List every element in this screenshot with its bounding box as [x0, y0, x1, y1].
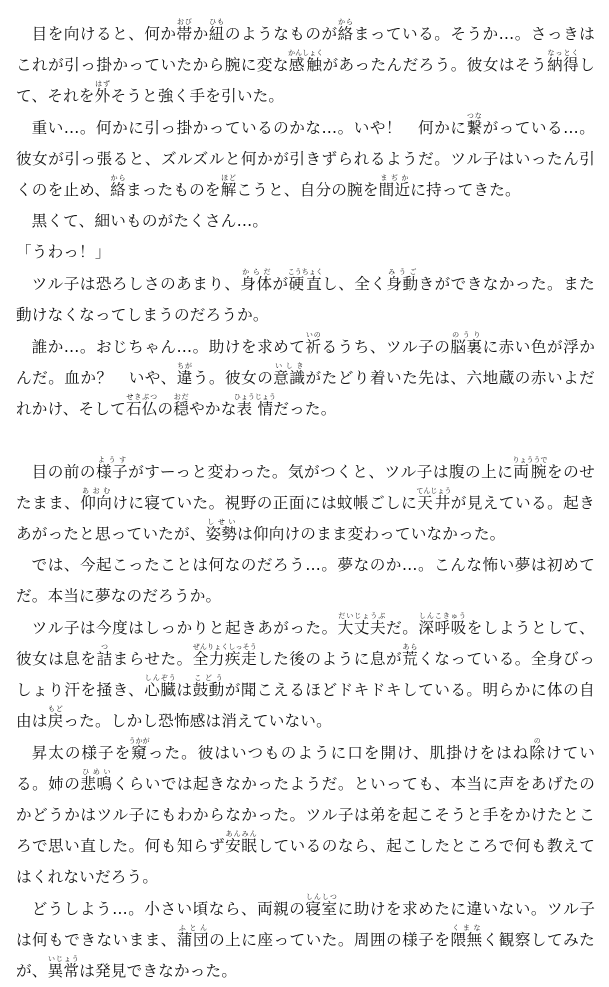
text-run: をのせたまま、 [16, 463, 595, 512]
text-run: くらいでは起きなかったようだ。といっても、本当に声をあげたのかどうかはツル子にもわからなかった。ツル子は弟を起こそうと手をかけたところで思い直した。何も知らず [16, 775, 595, 855]
text-run: けている。姉の [16, 744, 595, 793]
furigana: うかが [128, 737, 150, 745]
furigana: かんしょく [288, 49, 324, 57]
paragraph [16, 18, 595, 112]
furigana-word [450, 331, 483, 356]
furigana-word [529, 737, 546, 762]
ruby-base: 心臓 [144, 681, 177, 699]
furigana: いの [305, 331, 322, 339]
furigana: おび [176, 18, 193, 26]
furigana: まぢか [378, 174, 411, 182]
text-run: けに寝ていた。視野の正面には蚊帳ごしに [112, 494, 418, 512]
furigana: ほど [220, 174, 237, 182]
ruby-base: 納得 [547, 56, 580, 74]
furigana: ふとん [176, 924, 209, 932]
ruby-base: 間近 [378, 181, 411, 199]
furigana-word [466, 112, 483, 137]
furigana-word [176, 18, 193, 43]
text-run: だ。 [386, 619, 419, 637]
text-run: やかな [189, 400, 237, 418]
text-run: るうち、ツル子の [321, 338, 451, 356]
ruby-base: 荒 [402, 650, 419, 668]
text-run: した後のように息が [257, 650, 403, 668]
furigana-word [110, 174, 126, 199]
ruby-base: 表情 [233, 400, 276, 418]
furigana: こどう [192, 674, 225, 682]
text-run: ツル子は今度はしっかりと起きあがった。 [31, 619, 338, 637]
text-run: まったものを [125, 181, 221, 199]
text-run: の [157, 400, 174, 418]
furigana-word [287, 268, 323, 293]
text-run: しているのなら、起こしたところで何も教えてはくれないだろう。 [16, 837, 595, 886]
ruby-base: 戻 [47, 712, 64, 730]
text-run: が [272, 275, 289, 293]
furigana-word [288, 49, 324, 74]
furigana-word [386, 268, 419, 293]
ruby-base: 安眠 [225, 837, 258, 855]
furigana-word [176, 924, 210, 949]
furigana-word [225, 830, 258, 855]
furigana-word [220, 174, 237, 199]
furigana-word [450, 924, 483, 949]
paragraph [16, 268, 595, 331]
text-run: があったんだろう。彼女はそう [322, 56, 548, 74]
furigana-word [378, 174, 411, 199]
furigana-word [205, 518, 238, 543]
furigana-word [144, 674, 177, 699]
text-run: ツル子は恐ろしさのあまり、 [31, 275, 241, 293]
furigana-word [233, 393, 276, 418]
text-run: きができなかった。また動けなくなってしまうのだろうか。 [16, 275, 595, 324]
furigana-word [305, 893, 338, 918]
furigana: あんみん [225, 830, 258, 838]
furigana: つ [96, 643, 113, 651]
furigana: くまな [450, 924, 483, 932]
text-run: が聞こえるほどドキドキしている。明らかに体の自由は [16, 681, 595, 730]
furigana: ひょうじょう [233, 393, 276, 401]
furigana-word [273, 362, 306, 387]
furigana: しんぞう [144, 674, 177, 682]
paragraph [16, 737, 595, 893]
text-run: に助けを求めたに違いない。ツル子は何もできないまま、 [16, 900, 596, 949]
furigana-word [80, 768, 113, 793]
ruby-base: 姿勢 [205, 525, 238, 543]
text-run: くなっている。全身びっしょり汗を掻き、 [16, 650, 595, 699]
ruby-base: 鼓動 [192, 681, 225, 699]
ruby-base: 祈 [305, 338, 322, 356]
text-run: まらせた。 [112, 650, 193, 668]
text-run: う。彼女の [192, 369, 274, 387]
ruby-base: 除 [529, 744, 546, 762]
furigana-word [125, 393, 158, 418]
ruby-base: 深呼吸 [418, 619, 467, 637]
ruby-base: 違 [176, 369, 193, 387]
text-run: まっている。そうか…。さっきはこれが引っ掛かっていたから腕に変な [16, 25, 595, 74]
ruby-base: 仰向 [80, 494, 113, 512]
ruby-base: 両腕 [512, 463, 548, 481]
furigana: いじょう [47, 955, 80, 963]
ruby-base: 紐 [208, 25, 225, 43]
furigana: なっとく [547, 49, 579, 57]
furigana-word [176, 362, 193, 387]
ruby-base: 天井 [416, 494, 452, 512]
furigana: ぜんりょくしっそう [192, 643, 257, 651]
ruby-base: 絡 [110, 181, 126, 199]
text-run: に持ってきた。 [410, 181, 521, 199]
dialogue-line [16, 237, 595, 268]
text-run: のようなものが [224, 25, 338, 43]
furigana-word [80, 487, 113, 512]
text-run: 目を向けると、何か [31, 25, 177, 43]
furigana-word [94, 80, 111, 105]
ruby-base: 全力疾走 [192, 650, 258, 668]
furigana-word [240, 268, 273, 293]
furigana: しんしつ [305, 893, 338, 901]
text-run: った。しかし恐怖感は消えていない。 [63, 712, 332, 730]
furigana: ひも [208, 18, 225, 26]
text-run: では、今起こったことは何なのだろう…。夢なのか…。こんな怖い夢は初めてだ。本当に夢なのだろうか。 [16, 556, 595, 605]
furigana: りょううで [512, 456, 548, 464]
ruby-base: 身動 [386, 275, 419, 293]
text-run: は発見できなかった。 [79, 962, 238, 980]
ruby-base: 異常 [47, 962, 80, 980]
text-run: 昇太の様子を [31, 744, 132, 762]
furigana: はず [94, 80, 111, 88]
furigana: あら [402, 643, 418, 651]
ruby-base: 身体 [240, 275, 273, 293]
furigana-word [128, 737, 150, 762]
text-run: そうと強く手を引いた。 [110, 87, 285, 105]
ruby-base: 感触 [288, 56, 324, 74]
furigana: あおむ [80, 487, 113, 495]
ruby-base: 穏 [173, 400, 190, 418]
furigana: からだ [240, 268, 273, 276]
furigana-word [192, 643, 258, 668]
text-run: 「うわっ！」 [16, 243, 111, 261]
furigana: てんじょう [416, 487, 452, 495]
paragraph [16, 112, 595, 206]
furigana-word [208, 18, 225, 43]
text-run: の上に座っていた。周囲の様子を [209, 931, 451, 949]
furigana-word [337, 18, 354, 43]
ruby-base: 石仏 [125, 400, 158, 418]
text-run: がたどり着いた先は、六地蔵の赤いよだれかけ、そして [16, 369, 595, 418]
text-run: った。彼はいつものように口を開け、肌掛けをはね [147, 744, 530, 762]
text-run: がすーっと変わった。気がつくと、ツル子は腹の上に [128, 463, 514, 481]
furigana-word [96, 643, 113, 668]
furigana-word [96, 456, 129, 481]
ruby-base: 意識 [273, 369, 306, 387]
ruby-base: 蒲団 [176, 931, 210, 949]
furigana: もど [47, 705, 64, 713]
furigana: つな [466, 112, 483, 120]
furigana: みうご [386, 268, 419, 276]
furigana-word [402, 643, 419, 668]
text-run: が見えている。起きあがったと思っていたが、 [16, 494, 595, 543]
furigana: だいじょうぶ [337, 612, 386, 620]
text-run: どうしよう…。小さい頃なら、両親の [31, 900, 306, 918]
furigana: から [110, 174, 126, 182]
furigana-word [47, 955, 80, 980]
ruby-base: 解 [220, 181, 237, 199]
paragraph [16, 612, 595, 737]
furigana-word [47, 705, 64, 730]
furigana: ようす [96, 456, 128, 464]
furigana: のうり [450, 331, 483, 339]
furigana-word [192, 674, 225, 699]
text-run: は仰向けのまま変わっていなかった。 [237, 525, 506, 543]
ruby-base: 絡 [337, 25, 354, 43]
furigana: の [529, 737, 546, 745]
paragraph [16, 550, 595, 612]
furigana-word [547, 49, 580, 74]
text-run: がっている…。彼女が引っ張ると、ズルズルと何かが引きずられるようだ。ツル子はいったん引くのを止め、 [16, 119, 595, 199]
text-run: 重い…。何かに引っ掛かっているのかな…。いや！ 何かに [31, 119, 467, 137]
ruby-base: 詰 [96, 650, 113, 668]
ruby-base: 硬直 [287, 275, 323, 293]
text-run: く観察してみたが、 [16, 931, 595, 980]
furigana-word [416, 487, 452, 512]
furigana-word [337, 612, 387, 637]
furigana-word [512, 456, 548, 481]
ruby-base: 外 [94, 87, 111, 105]
paragraph [16, 456, 595, 550]
furigana: しんこきゅう [418, 612, 467, 620]
furigana: おだ [173, 393, 190, 401]
text-run: か [192, 25, 209, 43]
furigana-word [418, 612, 467, 637]
text-run: をしようとして、彼女は息を [16, 619, 595, 668]
ruby-base: 寝室 [305, 900, 338, 918]
section-break [16, 425, 595, 456]
text-run: は [176, 681, 193, 699]
furigana-word [173, 393, 190, 418]
paragraph [16, 331, 595, 425]
ruby-base: 脳裏 [450, 338, 483, 356]
text-run: し、全く [321, 275, 387, 293]
ruby-base: 繋 [466, 119, 483, 137]
furigana: こうちょく [287, 268, 323, 276]
text-run: だった。 [273, 400, 337, 418]
furigana: ちが [176, 362, 193, 370]
ruby-base: 大丈夫 [337, 619, 387, 637]
ruby-base: 様子 [96, 463, 129, 481]
furigana: から [337, 18, 354, 26]
text-run: 黒くて、細いものがたくさん…。 [31, 212, 269, 230]
text-run: して、それを [16, 56, 595, 105]
furigana-word [305, 331, 322, 356]
ruby-base: 隈無 [450, 931, 483, 949]
furigana: しせい [205, 518, 238, 526]
ruby-base: 悲鳴 [80, 775, 113, 793]
text-run: に赤い色が浮かんだ。血か？ いや、 [16, 338, 595, 387]
ruby-base: 窺 [128, 744, 150, 762]
text-run: こうと、自分の腕を [236, 181, 379, 199]
paragraph [16, 206, 595, 237]
text-run: 目の前の [31, 463, 96, 481]
furigana: いしき [273, 362, 306, 370]
furigana: ひめい [80, 768, 113, 776]
paragraph [16, 893, 595, 987]
furigana: せきぶつ [125, 393, 158, 401]
ruby-base: 帯 [176, 25, 193, 43]
text-run: 誰か…。おじちゃん…。助けを求めて [31, 338, 306, 356]
